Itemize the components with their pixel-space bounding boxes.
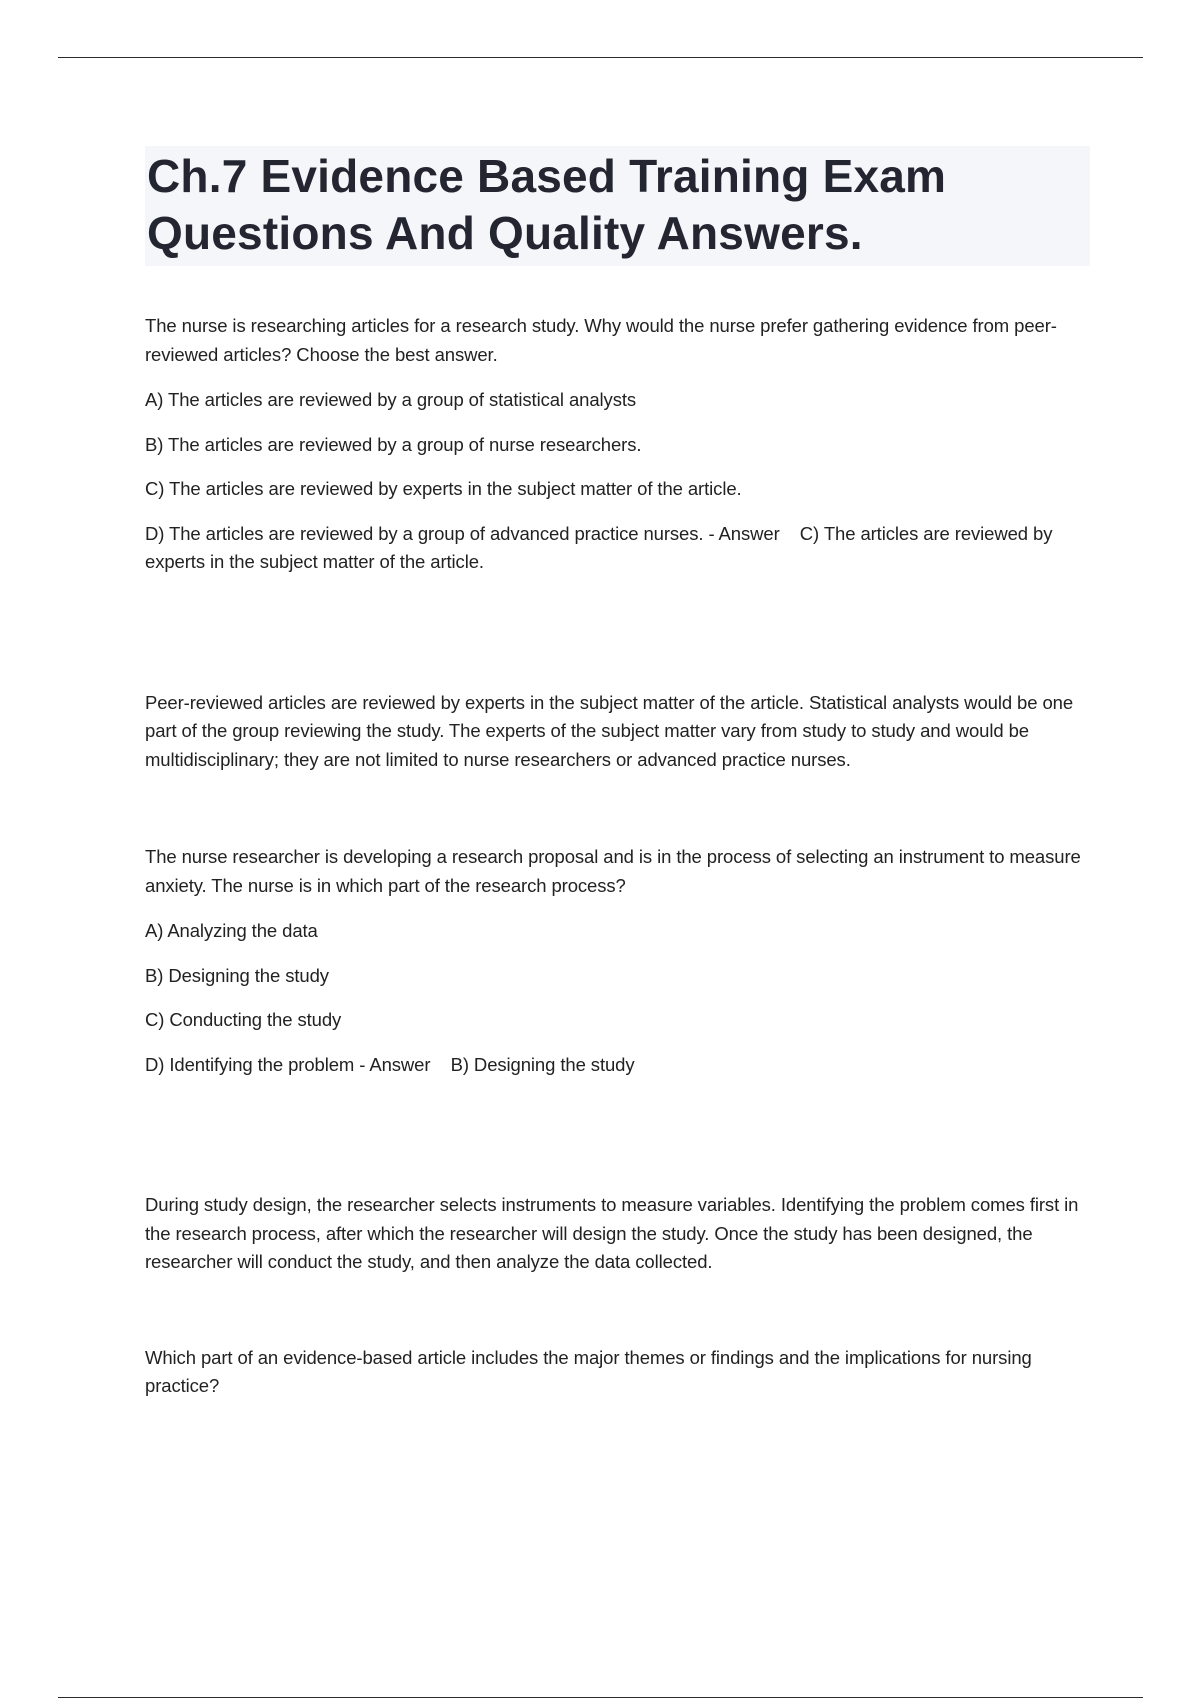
option-d-with-answer: D) The articles are reviewed by a group of advanced practice nurses. - Answer C) The articles are reviewed by experts in the subject matter of the article. (145, 522, 1058, 572)
spacer (145, 791, 1090, 843)
spacer (145, 1294, 1090, 1344)
question-1 (145, 312, 1090, 577)
option-a: A) Analyzing the data (145, 920, 318, 941)
option-c: C) The articles are reviewed by experts in the subject matter of the article. (145, 478, 742, 499)
question-prompt: The nurse researcher is developing a research proposal and is in the process of selecting an instrument to measure anxiety. The nurse is in which part of the research process? (145, 846, 1081, 896)
page-content (145, 146, 1090, 1418)
spacer (145, 594, 1090, 689)
rationale-1: Peer-reviewed articles are reviewed by experts in the subject matter of the article. Statistical analysts would be one part of the group reviewing the study. The experts of the subject matter vary from study to study and would be multidisciplinary; they are not limited to nurse researchers or advanced practice nurses. (145, 691, 1074, 770)
question-prompt: The nurse is researching articles for a research study. Why would the nurse prefer gathering evidence from peer-reviewed articles? Choose the best answer. (145, 315, 1057, 365)
option-d-with-answer: D) Identifying the problem - Answer B) Designing the study (145, 1053, 635, 1075)
bottom-rule (58, 1697, 1143, 1698)
spacer (145, 1096, 1090, 1191)
option-b: B) The articles are reviewed by a group of nurse researchers. (145, 433, 642, 455)
question-prompt: Which part of an evidence-based article includes the major themes or findings and the implications for nursing practice? (145, 1346, 1032, 1396)
title-block (145, 146, 1090, 266)
top-rule (58, 57, 1143, 58)
question-3 (145, 1344, 1090, 1401)
option-b: B) Designing the study (145, 964, 329, 986)
question-2 (145, 843, 1090, 1079)
option-a: A) The articles are reviewed by a group of statistical analysts (145, 389, 637, 410)
option-c: C) Conducting the study (145, 1009, 342, 1030)
page-title: Ch.7 Evidence Based Training Exam Questions And Quality Answers. (147, 150, 947, 259)
rationale-2: During study design, the researcher selects instruments to measure variables. Identifying the problem comes first in the research process, after which the researcher will design the study. Once the study has been designed, the researcher will conduct the study, and then analyze the data collected. (145, 1194, 1079, 1272)
